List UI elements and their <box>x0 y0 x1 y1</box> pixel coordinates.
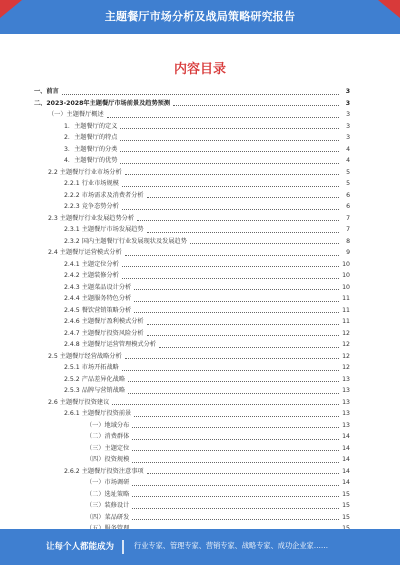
toc-entry[interactable]: 2.4.2 主题装修分析 10 <box>64 272 350 279</box>
toc-entry[interactable]: 2.4.5 餐饮营销策略分析 11 <box>64 306 350 314</box>
dot-leader <box>134 301 339 302</box>
dot-leader <box>128 381 339 382</box>
report-title: 主题餐厅市场分析及战局策略研究报告 <box>104 10 296 23</box>
dot-leader <box>122 370 339 371</box>
toc-entry[interactable]: 2.2.1 行业市场规模 5 <box>64 180 350 187</box>
toc-entry[interactable]: 2.3 主题餐厅行业发展趋势分析 7 <box>48 214 350 222</box>
toc-entry[interactable]: 2.2.3 竞争态势分析 6 <box>64 203 350 210</box>
toc-entry[interactable]: 2.6.2 主题餐厅投资注意事项 14 <box>64 467 350 475</box>
toc-entry[interactable]: 2.5.1 市场开拓战略 12 <box>64 364 350 371</box>
page-header <box>0 0 400 34</box>
toc-heading: 内容目录 <box>173 62 226 77</box>
toc-entry[interactable]: 2.4 主题餐厅运营模式分析 9 <box>48 249 350 256</box>
toc-entry[interactable]: 2.4.4 主题服务特色分析 11 <box>64 295 350 302</box>
dot-leader <box>125 255 339 256</box>
dot-leader <box>132 439 339 440</box>
dot-leader <box>112 404 339 405</box>
dot-leader <box>134 312 339 313</box>
toc-entry[interactable]: 2.3.1 主题餐厅市场发展趋势 7 <box>64 226 350 233</box>
dot-leader <box>125 358 339 359</box>
dot-leader <box>134 416 339 417</box>
toc-entry[interactable]: 2.4.7 主题餐厅投资风险分析 12 <box>64 329 350 337</box>
toc-entry[interactable]: 2．主题餐厅的特点 3 <box>64 134 350 141</box>
dot-leader <box>132 450 339 451</box>
toc-entry[interactable]: （四）菜品研发 15 <box>86 513 350 521</box>
dot-leader <box>132 462 339 463</box>
toc-entry[interactable]: （三）主题定位 14 <box>86 444 350 452</box>
dot-leader <box>147 473 339 474</box>
dot-leader <box>128 393 339 394</box>
toc-entry[interactable]: 2.2.2 市场需求及消费者分析 6 <box>64 191 350 199</box>
toc-entry[interactable]: 2.5 主题餐厅经营战略分析 12 <box>48 352 350 360</box>
toc-entry[interactable]: 2.4.8 主题餐厅运营管理模式分析 12 <box>64 341 350 348</box>
toc-entry[interactable]: 2.5.3 品牌与营销战略 13 <box>64 387 350 394</box>
dot-leader <box>120 128 339 129</box>
dot-leader <box>147 232 339 233</box>
dot-leader <box>125 174 339 175</box>
dot-leader <box>147 335 339 336</box>
dot-leader <box>132 496 339 497</box>
toc-entry[interactable]: 2.4.3 主题菜品设计分析 10 <box>64 283 350 291</box>
toc-entry[interactable]: （三）装修设计 15 <box>86 502 350 509</box>
dot-leader <box>159 347 339 348</box>
toc-entry[interactable]: 2.6.1 主题餐厅投资前景 13 <box>64 410 350 417</box>
dot-leader <box>173 105 339 106</box>
dot-leader <box>147 324 339 325</box>
toc-entry[interactable]: 2.2 主题餐厅行业市场分析 5 <box>48 168 350 176</box>
toc-entry[interactable]: 二、2023-2028年主题餐厅市场前景及趋势预测 3 <box>34 99 350 107</box>
dot-leader <box>122 209 339 210</box>
toc-entry[interactable]: （二）选址策略 15 <box>86 490 350 498</box>
toc-entry[interactable]: 2.5.2 产品差异化战略 13 <box>64 375 350 383</box>
footer-slogan: 让每个人都能成为 <box>46 542 115 552</box>
toc-entry[interactable]: （一）地域分布 13 <box>86 421 350 429</box>
dot-leader <box>132 519 339 520</box>
dot-leader <box>120 151 339 152</box>
toc-entry[interactable]: 2.4.1 主题定位分析 10 <box>64 260 350 268</box>
toc-entry[interactable]: 4．主题餐厅的优势 4 <box>64 157 350 164</box>
footer-divider <box>122 540 124 554</box>
dot-leader <box>132 508 339 509</box>
dot-leader <box>132 485 339 486</box>
dot-leader <box>134 289 339 290</box>
dot-leader <box>107 117 339 118</box>
toc-entry[interactable]: （一）市场调研 14 <box>86 479 350 486</box>
dot-leader <box>122 186 339 187</box>
dot-leader <box>62 94 339 95</box>
dot-leader <box>122 278 339 279</box>
toc-entry[interactable]: 一、前言 3 <box>34 88 350 95</box>
toc-entry[interactable]: 2.4.6 主题餐厅盈利模式分析 11 <box>64 318 350 325</box>
toc-entry[interactable]: 1．主题餐厅的定义 3 <box>64 122 350 130</box>
dot-leader <box>132 427 339 428</box>
toc-entry[interactable]: 2.6 主题餐厅投资建议 13 <box>48 398 350 406</box>
dot-leader <box>190 243 339 244</box>
footer-tagline: 行业专家、管理专家、营销专家、战略专家、成功企业家…… <box>134 541 329 550</box>
table-of-contents <box>34 86 350 546</box>
dot-leader <box>120 163 339 164</box>
dot-leader <box>120 140 339 141</box>
dot-leader <box>147 197 339 198</box>
toc-entry[interactable]: （一）主题餐厅概述 3 <box>48 111 350 118</box>
toc-entry[interactable]: （四）投资规模 14 <box>86 456 350 463</box>
page-footer <box>0 529 400 565</box>
toc-entry[interactable]: （二）消费群体 14 <box>86 433 350 440</box>
dot-leader <box>122 266 339 267</box>
dot-leader <box>137 220 339 221</box>
toc-entry[interactable]: 3．主题餐厅的分类 4 <box>64 145 350 153</box>
toc-entry[interactable]: 2.3.2 国内主题餐厅行业发展现状及发展趋势 8 <box>64 237 350 245</box>
